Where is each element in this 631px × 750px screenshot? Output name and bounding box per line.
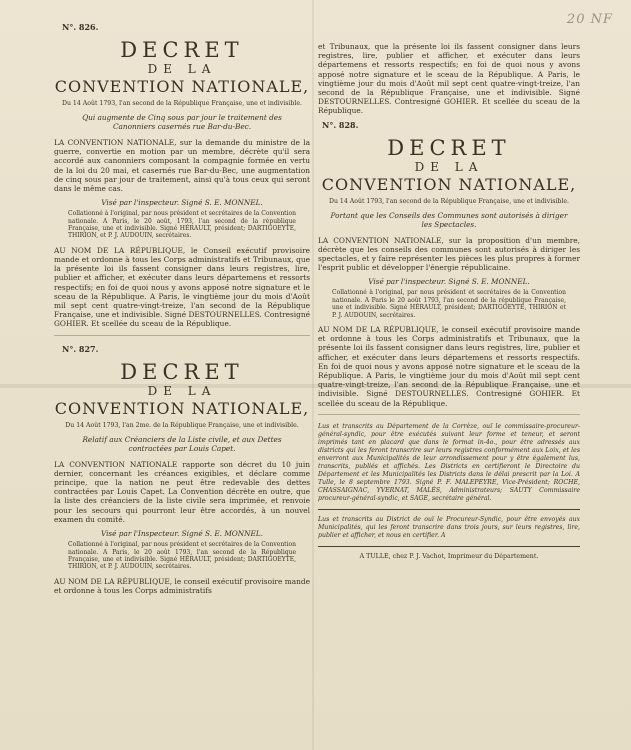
printer-imprint: A TULLE, chez P. J. Vachot, Imprimeur du Département.: [359, 552, 539, 560]
decree-828: [318, 120, 580, 408]
decree-body: LA CONVENTION NATIONALE, sur la proposition d'un membre, décrète que les conseils des communes sont autorisés à diriger les spectacles, et y faire représenter les pièces les plus propres à former l'esprit public et développer l'énergie républicaine.: [318, 235, 580, 273]
decree-826: [54, 22, 310, 329]
decree-heading: DECRET: [387, 135, 511, 160]
decree-au-nom: AU NOM DE LA RÉPUBLIQUE, le Conseil exécutif provisoire mande et ordonne à tous les Corps administratifs et Tribunaux, que la présente loi ils fassent consigner dans leurs registres, lire, publier et afficher, et exécuter dans leurs départemens et ressorts respectifs; en foi de quoi nous y avons apposé notre signature et le sceau de la République. A Paris, le vingtième jour du mois d'Août mil sept cent quatre-vingt-treize, l'an second de la République Française, une et indivisible. Signé DESTOURNELLES. Contresigné GOHIER. Et scellée du sceau de la République.: [54, 245, 310, 329]
district-transcription: Lus et transcrits au District de ouï le Procureur-Syndic, pour être envoyés aux Municipalités, qui les feront transcrire dans trois jours, sur leurs registres, lire, publier et afficher, et nous en certifier. A: [318, 515, 580, 539]
divider: [318, 414, 580, 415]
decree-heading: DECRET: [120, 359, 244, 384]
decree-vise: Visé par l'Inspecteur. Signé S. E. MONNEL.: [100, 529, 264, 539]
decree-number: N°. 828.: [322, 119, 359, 130]
vertical-fold: [312, 0, 314, 750]
right-column: [318, 42, 580, 562]
rule-line: [318, 546, 580, 547]
decree-au-nom: AU NOM DE LA RÉPUBLIQUE, le conseil exécutif provisoire mande et ordonne à tous les Corps administratifs et Tribunaux, que la présente loi ils fassent consigner dans leurs registres, lire, publier et afficher, et exécuter dans leurs départemens et ressorts respectifs. En foi de quoi nous y avons apposé notre signature et le sceau de la République. A Paris, le vingtième jour du mois d'Août mil sept cent quatre-vingt-treize, l'an second de la République Française, une et indivisible. Signé DESTOURNELLES. Contresigné GOHIER. Et scellée du sceau de la République.: [318, 325, 580, 408]
decree-convention: CONVENTION NATIONALE,: [54, 77, 310, 96]
pencil-note: 20 NF: [566, 12, 613, 27]
decree-date: Du 14 Août 1793, l'an second de la République Française, une et indivisible.: [329, 197, 569, 205]
decree-collationne: Collationné à l'original, par nous président et secrétaires de la Convention nationale. A Paris, le 20 août 1793, l'an second de la République Française, une et indivisible. Signé HÉRAULT, président; DARTIGOEYTE, THIRION, et P. J. AUDOUIN, secrétaires.: [68, 541, 296, 571]
decree-date: Du 14 Août 1793, l'an second de la République Française, une et indivisible.: [62, 100, 302, 107]
divider: [54, 335, 310, 336]
left-column: [54, 22, 310, 599]
decree-body: LA CONVENTION NATIONALE, sur la demande du ministre de la guerre, convertie en motion par un membre, décrète qu'il sera accordé aux canonniers composant la compagnie formée en vertu de la loi du 20 mai, et casernés rue Bar-du-Bec, une augmentation de cinq sous par jour de traitement, ainsi qu'à tous ceux qui seront dans le même cas.: [54, 138, 310, 194]
decree-date: Du 14 Août 1793, l'an 2me. de la République Française, une et indivisible.: [65, 421, 299, 429]
decree-vise: Visé par l'inspecteur. Signé S. E. MONNEL.: [368, 277, 530, 287]
decree-collationne: Collationné à l'original, par nous président et secrétaires de la Convention nationale. A Paris le 20 août 1793, l'an second de la république Française, une et indivisible. Signé HÉRAULT, président; DARTIGOEYTE, THIRION et P. J. AUDOUIN, secrétaires.: [332, 289, 566, 319]
decree-convention: CONVENTION NATIONALE,: [321, 174, 577, 194]
decree-title: Portant que les Conseils des Communes sont autorisés à diriger les Spectacles.: [330, 210, 568, 229]
correze-transcription: Lus et transcrits au Département de la Corrèze, ouï le commissaire-procureur-général-syndic, pour être exécutés suivant leur forme et teneur, et seront imprimés tant en placard que dans le format in-4o., pour être adressés aux districts qui les feront transcrire sur leurs registres conformément aux Loix, et les enverront aux Municipalités de leur arrondissement pour y être également lus, transcrits, publiés et affichés. Les Districts en certifieront le Directoire du Département et les Municipalités les Districts dans le délai prescrit par la Loi. A Tulle, le 8 septembre 1793. Signé P. F. MALEPEYRE, Vice-Président; ROCHE, CHASSAIGNAC, YVERNAT, MALÈS, Administrateurs; SAUTY Commissaire procureur-général-syndic, et SAGE, secrétaire général.: [318, 422, 580, 502]
decree-collationne: Collationné à l'original, par nous président et secrétaires de la Convention nationale. A Paris, le 20 août, 1793, l'an second de la république Française, une et indivisible. Signé HÉRAULT, président; DARTIGOEYTE, THIRION, et P. J. AUDOUIN, secrétaires.: [68, 210, 296, 240]
decree-number: N°. 827.: [62, 343, 99, 354]
continuation-text: et Tribunaux, que la présente loi ils fassent consigner dans leurs registres, lire, publier et afficher, et exécuter dans leurs départemens et ressorts respectifs; en foi de quoi nous y avons apposé notre signature et le sceau de la République. A Paris, le vingtième jour du mois d'Août mil sept cent quatre-vingt-treize, l'an second de la République Française, une et indivisible. Signé DESTOURNELLES. Contresigné GOHIER. Et scellée du sceau de la République.: [318, 42, 580, 116]
rule-line: [318, 509, 580, 510]
decree-convention: CONVENTION NATIONALE,: [54, 398, 310, 418]
decree-body: LA CONVENTION NATIONALE rapporte son décret du 10 juin dernier, concernant les créances exigibles, et déclare comme principe, que la nation ne peut être redevable des dettes contractées par Louis Capet. La Convention décrète en outre, que la liste des créanciers de la liste civile sera imprimée, et renvoie pour les secours qui pourront leur être accordés, à un nouvel examen du comité.: [54, 459, 310, 524]
decree-heading: DECRET: [120, 38, 244, 62]
decree-title: Qui augmente de Cinq sous par jour le traitement des Canonniers casernés rue Bar-du-Bec.: [82, 113, 282, 131]
decree-vise: Visé par l'inspecteur. Signé S. E. MONNEL.: [101, 198, 263, 208]
decree-827: [54, 344, 310, 595]
decree-title: Relatif aux Créanciers de la Liste civile, et aux Dettes contractées par Louis Capet.: [82, 434, 282, 453]
decree-number: N°. 826.: [62, 22, 99, 32]
decree-de-la: DE LA: [414, 159, 484, 174]
decree-au-nom: AU NOM DE LA RÉPUBLIQUE, le conseil exécutif provisoire mande et ordonne à tous les Corps administratifs: [54, 576, 310, 595]
decree-de-la: DE LA: [147, 383, 217, 398]
decree-de-la: DE LA: [147, 62, 217, 76]
